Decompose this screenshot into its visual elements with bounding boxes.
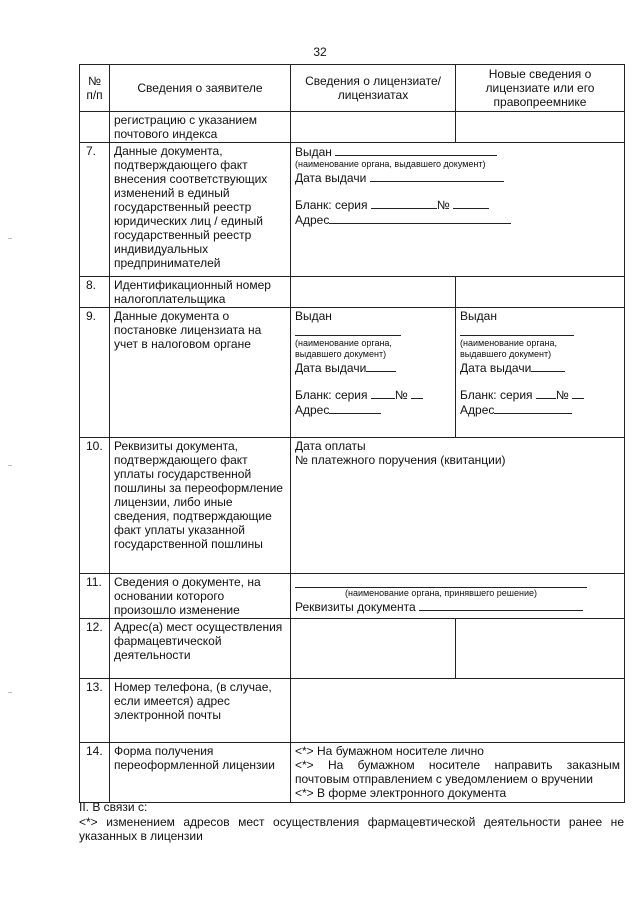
row-number: 13. bbox=[80, 679, 110, 743]
row-label: Сведения о документе, на основании которого произошло изменение bbox=[110, 574, 291, 619]
change-reason-item: <*> изменением адресов мест осуществления фармацевтической деятельности ранее не указанных в лицензии bbox=[79, 815, 624, 843]
page-number: 32 bbox=[313, 45, 327, 59]
table-row bbox=[80, 143, 625, 277]
issuer-caption: (наименование органа, выдавшего документ) bbox=[295, 159, 486, 169]
margin-mark bbox=[8, 692, 12, 693]
row11-details: (наименование органа, принявшего решение) Реквизиты документа bbox=[291, 574, 625, 619]
margin-mark bbox=[8, 238, 12, 239]
row-label: Данные документа о постановке лицензиата на учет в налоговом органе bbox=[110, 308, 291, 438]
row-label: Номер телефона, (в случае, если имеется) адрес электронной почты bbox=[110, 679, 291, 743]
row-number: 11. bbox=[80, 574, 110, 619]
row-label: Данные документа, подтверждающего факт внесения соответствующих изменений в единый государственный реестр юридических лиц / единый государственный реестр индивидуальных предпринимателей bbox=[110, 143, 291, 277]
table-row bbox=[80, 619, 625, 679]
row-number: 12. bbox=[80, 619, 110, 679]
row-number: 10. bbox=[80, 438, 110, 574]
row-label: Идентификационный номер налогоплательщика bbox=[110, 277, 291, 308]
row-label: Адрес(а) мест осуществления фармацевтической деятельности bbox=[110, 619, 291, 679]
header-num: № п/п bbox=[80, 65, 110, 112]
row-number: 8. bbox=[80, 277, 110, 308]
table-row bbox=[80, 277, 625, 308]
row9-licensee-details: Выдан (наименование органа, выдавшего документ) Дата выдачи Бланк: серия № Адрес bbox=[291, 308, 456, 438]
row-number: 7. bbox=[80, 143, 110, 277]
table-row bbox=[80, 112, 625, 143]
header-applicant: Сведения о заявителе bbox=[110, 65, 291, 112]
license-form-table bbox=[79, 64, 625, 803]
table-row bbox=[80, 308, 625, 438]
row-number: 9. bbox=[80, 308, 110, 438]
margin-mark bbox=[8, 465, 12, 466]
header-licensee: Сведения о лицензиате/лицензиатах bbox=[291, 65, 456, 112]
row-label: Форма получения переоформленной лицензии bbox=[110, 743, 291, 803]
row10-details: Дата оплаты № платежного поручения (квитанции) bbox=[291, 438, 625, 574]
header-new-info: Новые сведения о лицензиате или его правопреемнике bbox=[456, 65, 625, 112]
table-row bbox=[80, 743, 625, 803]
option-electronic: <*> В форме электронного документа bbox=[295, 786, 507, 800]
row-number: 14. bbox=[80, 743, 110, 803]
option-paper-in-person: <*> На бумажном носителе лично bbox=[295, 744, 484, 758]
row9-new-details: Выдан (наименование органа, выдавшего документ) Дата выдачи Бланк: серия № Адрес bbox=[456, 308, 625, 438]
table-header-row bbox=[80, 65, 625, 112]
row-cont-text: регистрацию с указанием почтового индекса bbox=[110, 112, 291, 143]
table-row bbox=[80, 438, 625, 574]
row14-options bbox=[291, 743, 625, 803]
option-paper-by-mail: <*> На бумажном носителе направить заказным почтовым отправлением с уведомлением о вручении bbox=[295, 758, 621, 786]
row7-details: Выдан (наименование органа, выдавшего документ) Дата выдачи Бланк: серия № Адрес bbox=[291, 143, 625, 277]
row-label: Реквизиты документа, подтверждающего факт уплаты государственной пошлины за переоформление лицензии, либо иные сведения, подтверждающие факт уплаты указанной государственной пошлины bbox=[110, 438, 291, 574]
section-heading: II. В связи с: bbox=[79, 800, 148, 814]
table-row bbox=[80, 574, 625, 619]
table-row bbox=[80, 679, 625, 743]
